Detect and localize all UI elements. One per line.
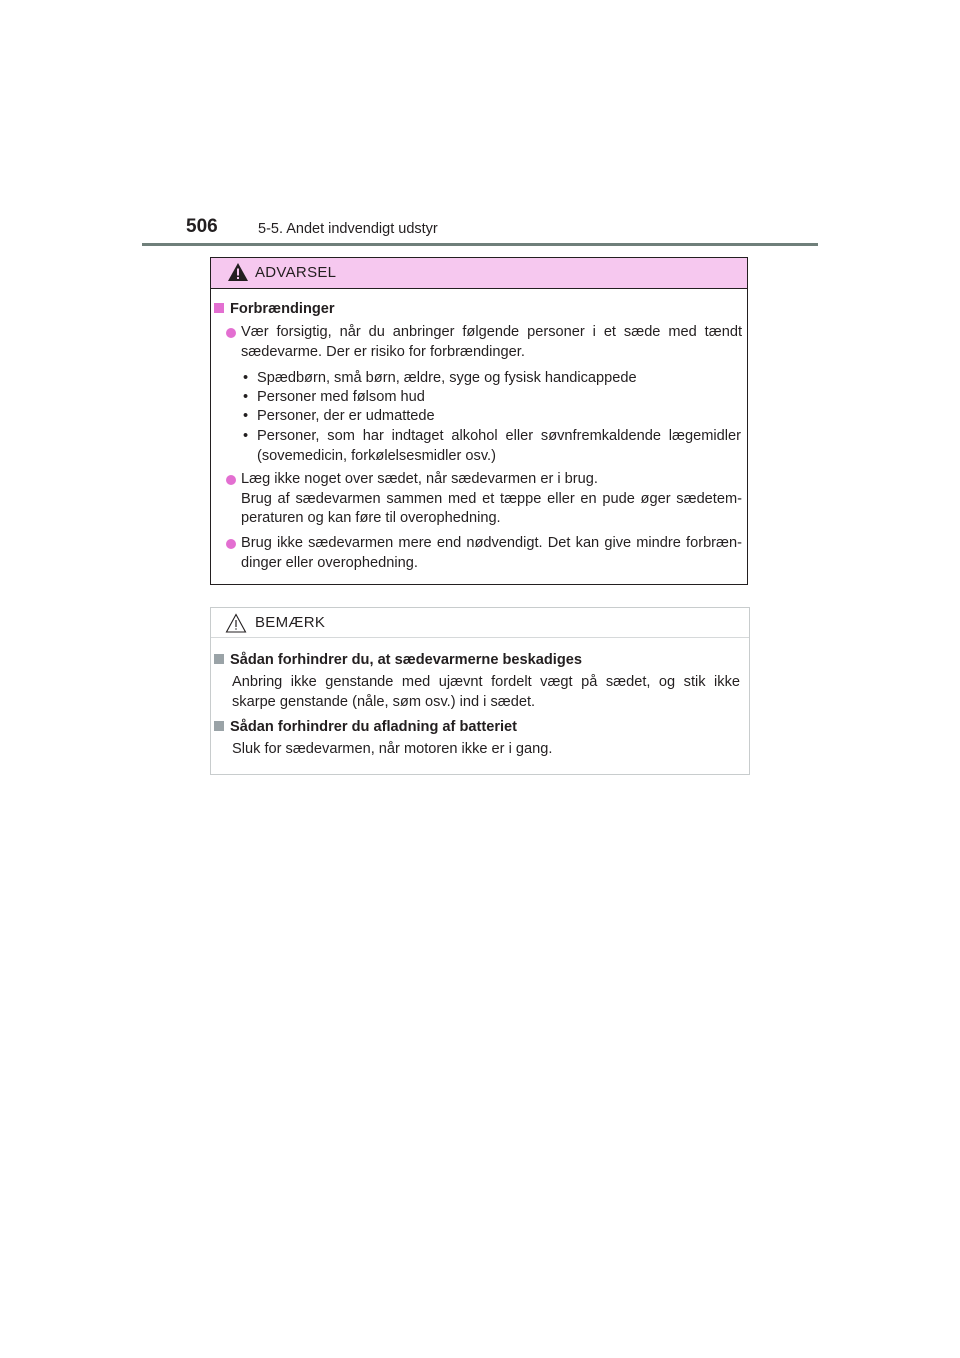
square-bullet-icon — [214, 654, 224, 664]
item-text-line: dinger eller overophedning. — [241, 554, 418, 571]
square-bullet-icon — [214, 303, 224, 313]
item-text-line: Brug ikke sædevarmen mere end nødvendigt. Det kan give mindre forbræn- — [241, 535, 742, 551]
caution-triangle-icon — [225, 613, 247, 633]
sub-item-text: (sovemedicin, forkølelsesmidler osv.) — [257, 447, 496, 464]
dot-bullet-icon: • — [243, 408, 249, 424]
note-text-2 — [232, 740, 740, 760]
sub-item-text: Personer, som har indtaget alkohol eller søvnfremkaldende lægemidler — [257, 428, 741, 444]
note-text-line: skarpe genstande (nåle, søm osv.) ind i sædet. — [232, 693, 536, 710]
note-heading-1: Sådan forhindrer du, at sædevarmerne beskadiges — [214, 651, 582, 671]
note-title: BEMÆRK — [255, 614, 326, 631]
note-heading-2: Sådan forhindrer du afladning af batteriet — [214, 718, 517, 738]
dot-bullet-icon: • — [243, 370, 249, 386]
sub-item-text: Personer med følsom hud — [257, 389, 425, 405]
note-text-line: Anbring ikke genstande med ujævnt fordelt vægt på sædet, og stik ikke — [232, 674, 740, 690]
note-header — [211, 608, 749, 638]
warning-header — [211, 258, 747, 289]
warning-title: ADVARSEL — [255, 264, 337, 281]
warning-heading: Forbrændinger — [214, 300, 335, 320]
item-text-line: sædevarme. Der er risiko for forbrændinger. — [241, 343, 525, 360]
item-text-line: Vær forsigtig, når du anbringer følgende personer i et sæde med tændt — [241, 324, 742, 340]
round-bullet-icon — [226, 539, 236, 549]
item-text-line: Brug af sædevarmen sammen med et tæppe eller en pude øger sædetem- — [241, 490, 742, 507]
page-number: 506 — [186, 216, 218, 237]
dot-bullet-icon: • — [243, 428, 249, 444]
header-rule — [142, 243, 818, 246]
item-text-line: Læg ikke noget over sædet, når sædevarmen er i brug. — [241, 471, 598, 487]
section-title: 5-5. Andet indvendigt udstyr — [258, 221, 438, 237]
note-text-line: Sluk for sædevarmen, når motoren ikke er i gang. — [232, 741, 553, 757]
round-bullet-icon — [226, 475, 236, 485]
square-bullet-icon — [214, 721, 224, 731]
dot-bullet-icon: • — [243, 389, 249, 405]
sub-item-text: Spædbørn, små børn, ældre, syge og fysisk handicappede — [257, 370, 637, 386]
note-box — [210, 607, 750, 775]
note-text-1 — [232, 673, 740, 712]
item-text-line: peraturen og kan føre til overophedning. — [241, 510, 501, 526]
warning-box — [210, 257, 748, 585]
round-bullet-icon — [226, 328, 236, 338]
warning-triangle-icon — [227, 262, 249, 282]
sub-item-text: Personer, der er udmattede — [257, 408, 435, 424]
